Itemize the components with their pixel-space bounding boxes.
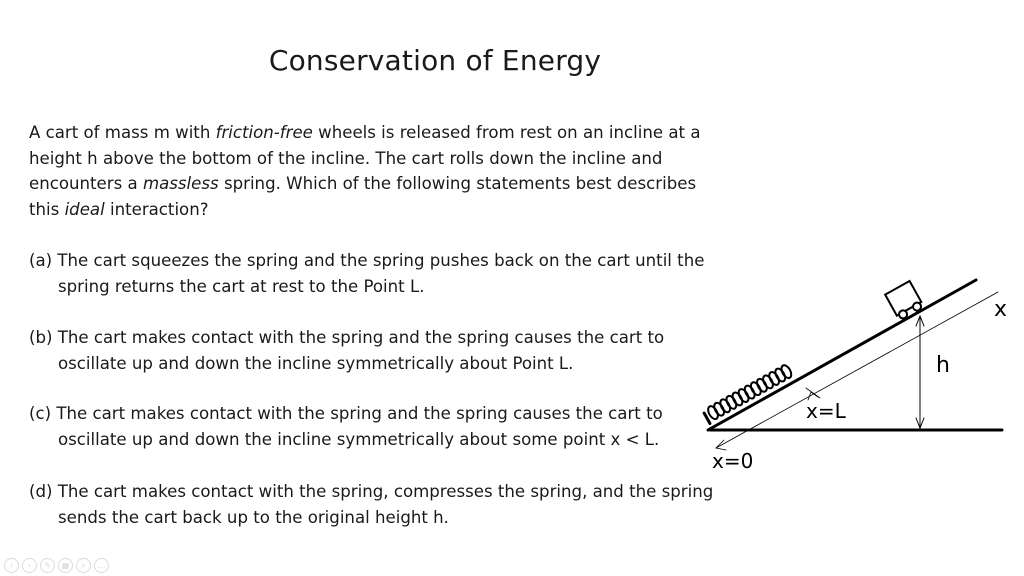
- option-a-line1: (a) The cart squeezes the spring and the spring pushes back on the cart until the: [29, 251, 705, 270]
- option-c-line1: (c) The cart makes contact with the spring and the spring causes the cart to: [29, 404, 663, 423]
- spring: [703, 364, 794, 424]
- slides-icon[interactable]: ▦: [58, 558, 73, 573]
- option-d-line2: sends the cart back up to the original height h.: [58, 507, 449, 527]
- label-h: h: [936, 353, 950, 378]
- question-text: A cart of mass m with friction-free wheels is released from rest on an incline at a height h above the bottom of the incline. The cart rolls down the incline and encounters a massless spring. Which of the following statements best describes this ideal interaction?: [29, 123, 701, 219]
- x-axis-line: [716, 292, 998, 448]
- slideshow-controls: [4, 558, 109, 573]
- next-icon[interactable]: ›: [22, 558, 37, 573]
- option-b: [29, 325, 739, 376]
- more-icon[interactable]: …: [94, 558, 109, 573]
- pen-icon[interactable]: ✎: [40, 558, 55, 573]
- option-c-line2: oscillate up and down the incline symmetrically about some point x < L.: [58, 429, 660, 449]
- option-c: [29, 401, 739, 452]
- option-a-line2: spring returns the cart at rest to the Point L.: [58, 276, 425, 296]
- option-b-line1: (b) The cart makes contact with the spring and the spring causes the cart to: [29, 328, 665, 347]
- option-a: [29, 248, 739, 299]
- zoom-icon[interactable]: ⌕: [76, 558, 91, 573]
- label-x-0: x=0: [712, 449, 754, 473]
- option-d-line1: (d) The cart makes contact with the spring, compresses the spring, and the spring: [29, 482, 714, 501]
- label-x-axis: x: [994, 297, 1008, 322]
- slide-title: Conservation of Energy: [268, 44, 602, 77]
- cart: [885, 281, 924, 321]
- incline-diagram: [680, 270, 1024, 480]
- label-x-L: x=L: [806, 399, 846, 423]
- option-b-line2: oscillate up and down the incline symmetrically about Point L.: [58, 353, 574, 373]
- option-d: [29, 479, 739, 530]
- previous-icon[interactable]: ‹: [4, 558, 19, 573]
